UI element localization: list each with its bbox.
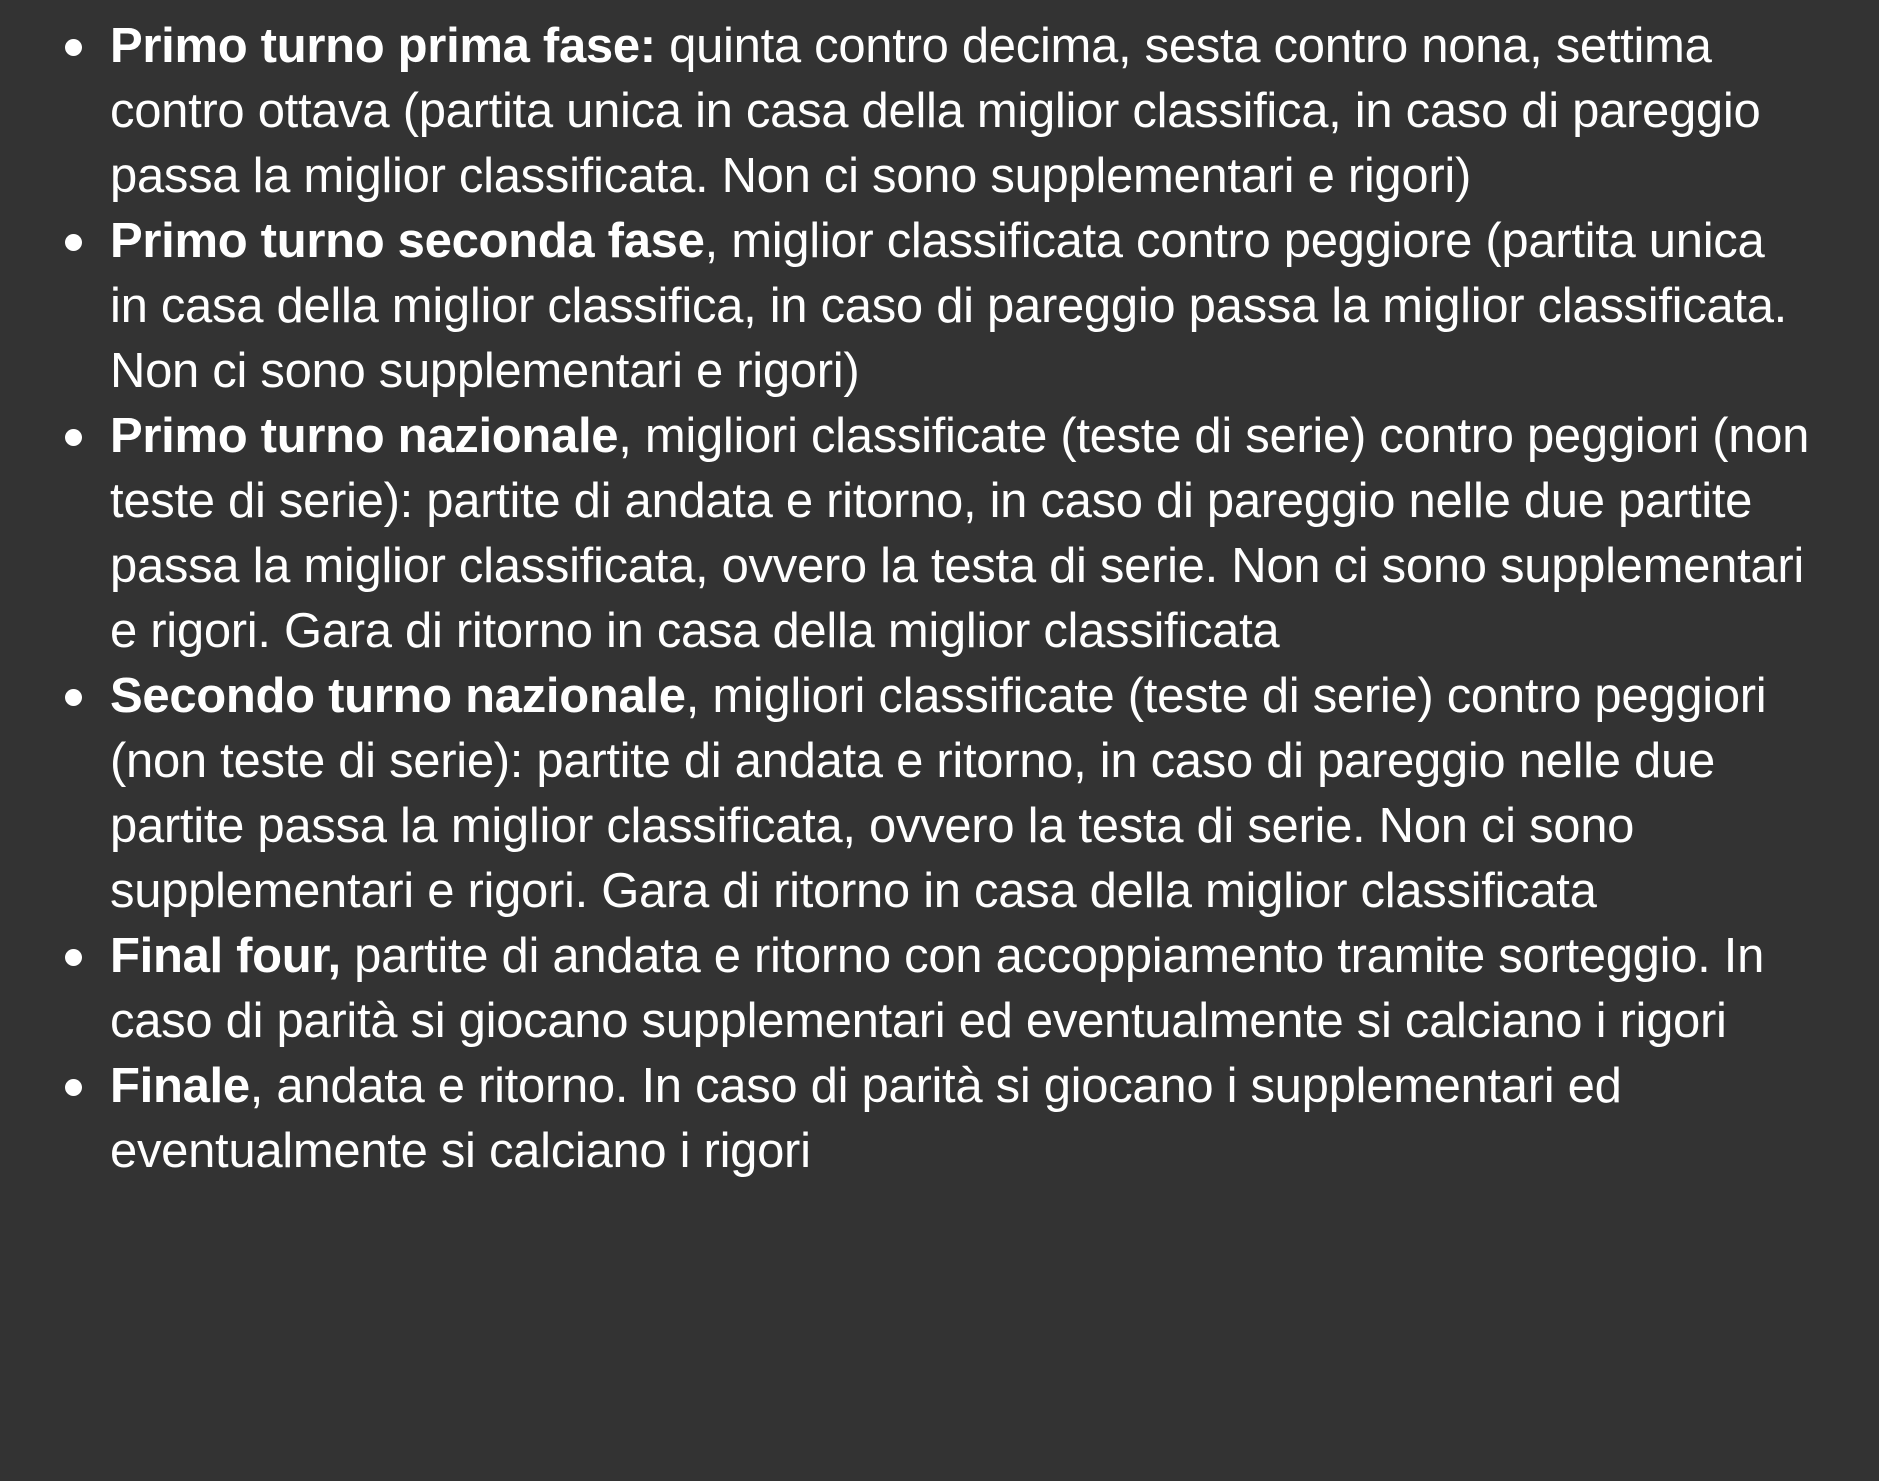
list-item-term: Secondo turno nazionale	[110, 669, 686, 723]
list-item	[110, 924, 1810, 1054]
list-item-text: , andata e ritorno. In caso di parità si giocano i supplementari ed eventualmente si calciano i rigori	[110, 1059, 1622, 1178]
list-item-term: Primo turno prima fase:	[110, 19, 656, 73]
list-item-text: , miglior classificata contro peggiore (partita unica in casa della miglior classifica, in caso di pareggio passa la miglior classificata. Non ci sono supplementari e rigori)	[110, 214, 1787, 398]
list-item-text: partite di andata e ritorno con accoppiamento tramite sorteggio. In caso di parità si giocano supplementari ed eventualmente si calciano i rigori	[110, 929, 1765, 1048]
rules-list	[0, 14, 1810, 1184]
list-item-term: Primo turno seconda fase	[110, 214, 705, 268]
bullet-icon	[65, 1079, 82, 1096]
list-item	[110, 209, 1810, 404]
bullet-icon	[65, 429, 82, 446]
list-item-term: Final four,	[110, 929, 341, 983]
bullet-icon	[65, 689, 82, 706]
bullet-icon	[65, 39, 82, 56]
list-item-term: Finale	[110, 1059, 250, 1113]
bullet-icon	[65, 949, 82, 966]
bullet-icon	[65, 234, 82, 251]
list-item	[110, 404, 1810, 664]
list-item-text: , migliori classificate (teste di serie) contro peggiori (non teste di serie): partite di andata e ritorno, in caso di pareggio nelle due partite passa la miglior classificata, ovvero la testa di serie. Non ci sono supplementari e rigori. Gara di ritorno in casa della miglior classificata	[110, 409, 1810, 658]
list-item-term: Primo turno nazionale	[110, 409, 619, 463]
list-item-text: quinta contro decima, sesta contro nona, settima contro ottava (partita unica in casa della miglior classifica, in caso di pareggio passa la miglior classificata. Non ci sono supplementari e rigori)	[110, 19, 1761, 203]
list-item	[110, 14, 1810, 209]
list-item-text: , migliori classificate (teste di serie) contro peggiori (non teste di serie): partite di andata e ritorno, in caso di pareggio nelle due partite passa la miglior classificata, ovvero la testa di serie. Non ci sono supplementari e rigori. Gara di ritorno in casa della miglior classificata	[110, 669, 1767, 918]
list-item	[110, 1054, 1810, 1184]
list-item	[110, 664, 1810, 924]
